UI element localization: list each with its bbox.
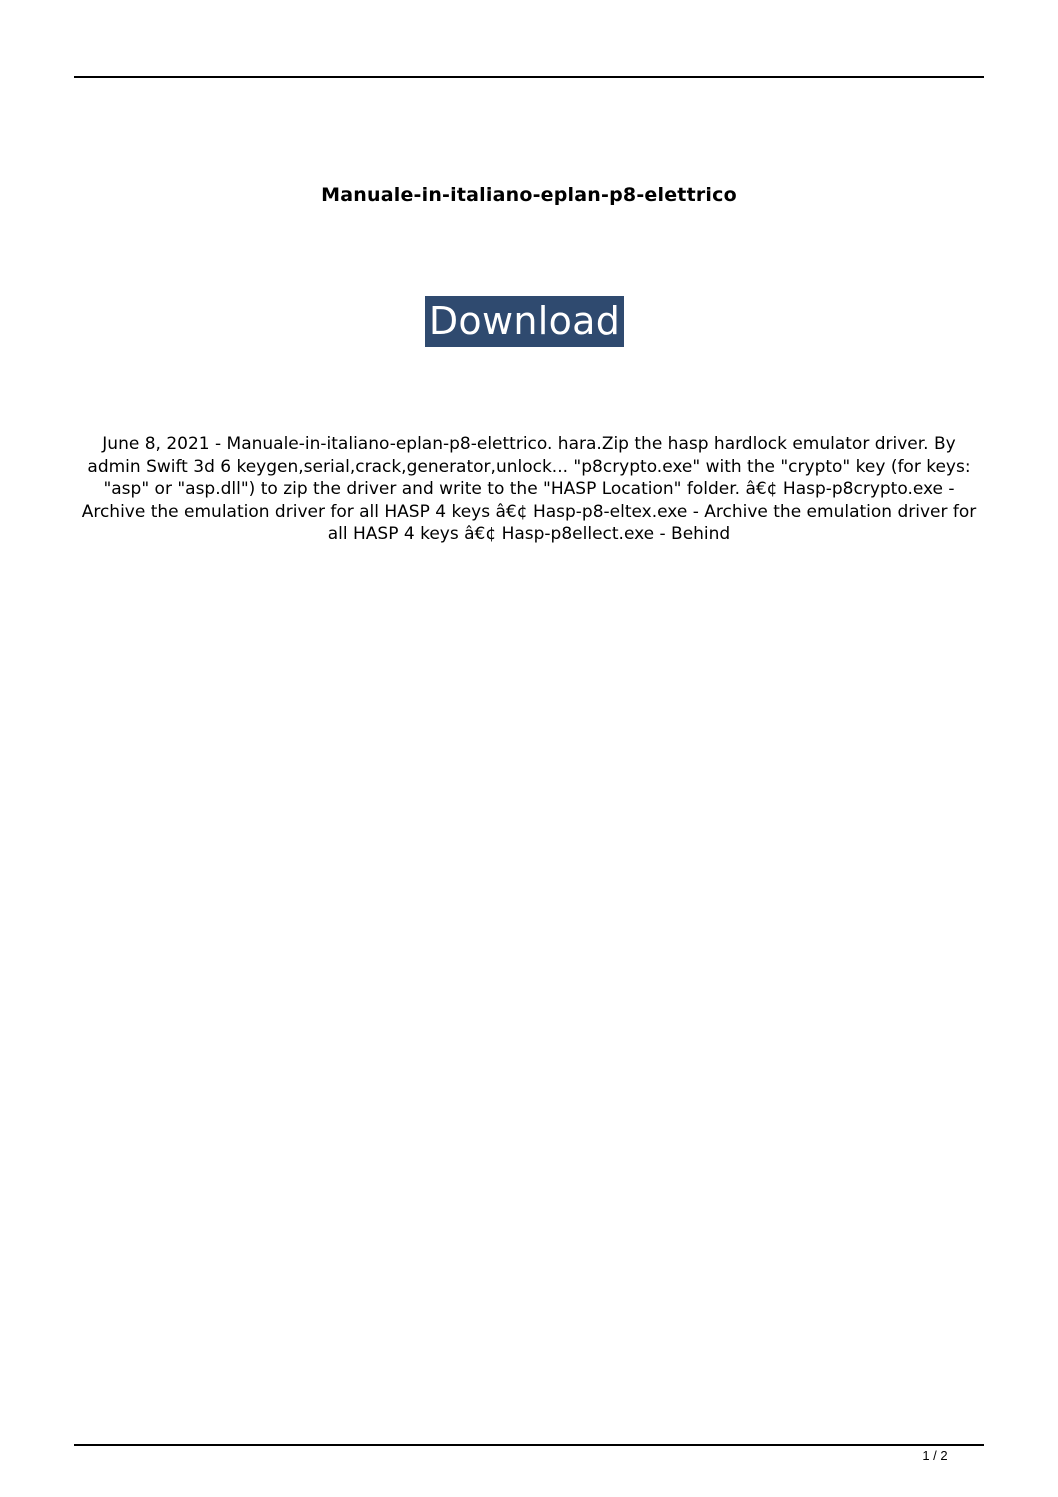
footer-rule: [74, 1444, 984, 1446]
download-button[interactable]: Download: [425, 296, 624, 347]
body-paragraph: June 8, 2021 - Manuale-in-italiano-eplan-p8-elettrico. hara.Zip the hasp hardlock emulator driver. By admin Swift 3d 6 keygen,serial,crack,generator,unlock... "p8crypto.exe" with the "crypto" key (for keys: "asp" or "asp.dll") to zip the driver and write to the "HASP Location" folder. â€¢ Hasp-p8crypto.exe - Archive the emulation driver for all HASP 4 keys â€¢ Hasp-p8-eltex.exe - Archive the emulation driver for all HASP 4 keys â€¢ Hasp-p8ellect.exe - Behind: [81, 434, 977, 544]
document-title: Manuale-in-italiano-eplan-p8-elettrico: [321, 184, 737, 206]
page-number: 1 / 2: [922, 1448, 948, 1463]
header-rule: [74, 76, 984, 78]
